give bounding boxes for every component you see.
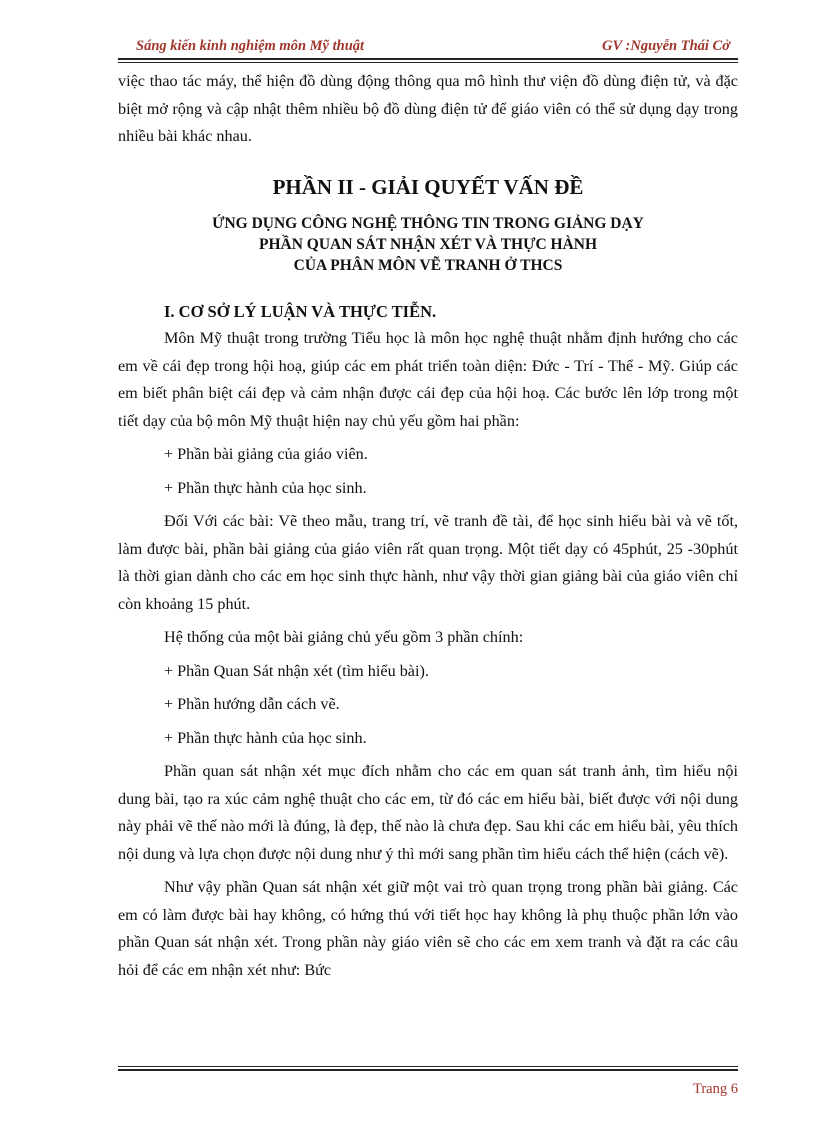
header-document-title: Sáng kiến kinh nghiệm môn Mỹ thuật [136,38,365,54]
page-header [118,38,738,60]
subtitle-line-2: PHẦN QUAN SÁT NHẬN XÉT VÀ THỰC HÀNH [258,235,598,253]
section-subtitle [118,213,738,276]
list-item-lecture: + Phần bài giảng của giáo viên. [164,445,368,463]
paragraph-4: Phần quan sát nhận xét mục đích nhằm cho các em quan sát tranh ảnh, tìm hiểu nội dung bài, tạo ra xúc cảm nghệ thuật cho các em, từ đó các em hiểu bài, biết được với nội dung này phải vẽ thế nào mới là đúng, là đẹp, thế nào là chưa đẹp. Sau khi các em hiểu bài, yêu thích nội dung và lựa chọn được nội dung như ý thì mới sang phần tìm hiểu cách thể hiện (cách vẽ). [118,762,738,863]
header-author: GV :Nguyễn Thái Cở [602,38,730,54]
list-item-guide: + Phần hướng dẫn cách vẽ. [164,695,340,713]
paragraph-2: Đối Với các bài: Vẽ theo mẫu, trang trí, vẽ tranh đề tài, để học sinh hiểu bài và vẽ tốt, làm được bài, phần bài giảng của giáo viên rất quan trọng. Một tiết dạy có 45phút, 25 -30phút là thời gian dành cho các em học sinh thực hành, như vậy thời gian giảng bài của giáo viên chỉ còn khoảng 15 phút. [118,512,738,613]
intro-paragraph: việc thao tác máy, thể hiện đồ dùng động thông qua mô hình thư viện đồ dùng điện tử, và đặc biệt mở rộng và cập nhật thêm nhiều bộ đồ dùng điện tử để giáo viên có thể sử dụng dạy trong nhiều bài khác nhau. [118,72,738,145]
section-title: PHẦN II - GIẢI QUYẾT VẤN ĐỀ [272,174,584,199]
header-divider [118,58,738,63]
subtitle-line-3: CỦA PHÂN MÔN VẼ TRANH Ở THCS [293,256,563,274]
heading-basis: I. CƠ SỞ LÝ LUẬN VÀ THỰC TIỄN. [164,301,437,321]
list-item-student-practice: + Phần thực hành của học sinh. [164,728,367,747]
page-body [118,68,738,984]
list-item-observation: + Phần Quan Sát nhận xét (tìm hiểu bài). [164,661,429,680]
paragraph-5: Như vậy phần Quan sát nhận xét giữ một vai trò quan trọng trong phần bài giảng. Các em có làm được bài hay không, có hứng thú với tiết học hay không là phụ thuộc phần lớn vào phần Quan sát nhận xét. Trong phần này giáo viên sẽ cho các em xem tranh và đặt ra các câu hỏi để các em nhận xét như: Bức [118,878,738,979]
footer-divider [118,1066,738,1071]
paragraph-1: Môn Mỹ thuật trong trường Tiểu học là môn học nghệ thuật nhằm định hướng cho các em về cái đẹp trong hội hoạ, giúp các em phát triển toàn diện: Đức - Trí - Thể - Mỹ. Giúp các em biết phân biệt cái đẹp và cảm nhận được cái đẹp của hội hoạ. Các bước lên lớp trong một tiết dạy của bộ môn Mỹ thuật hiện nay chủ yếu gồm hai phần: [118,329,738,430]
subtitle-line-1: ỨNG DỤNG CÔNG NGHỆ THÔNG TIN TRONG GIẢNG DẠY [212,214,644,232]
page-number: Trang 6 [693,1081,738,1097]
paragraph-3: Hệ thống của một bài giảng chủ yếu gồm 3 phần chính: [164,628,524,646]
list-item-practice: + Phần thực hành của học sinh. [164,478,367,497]
